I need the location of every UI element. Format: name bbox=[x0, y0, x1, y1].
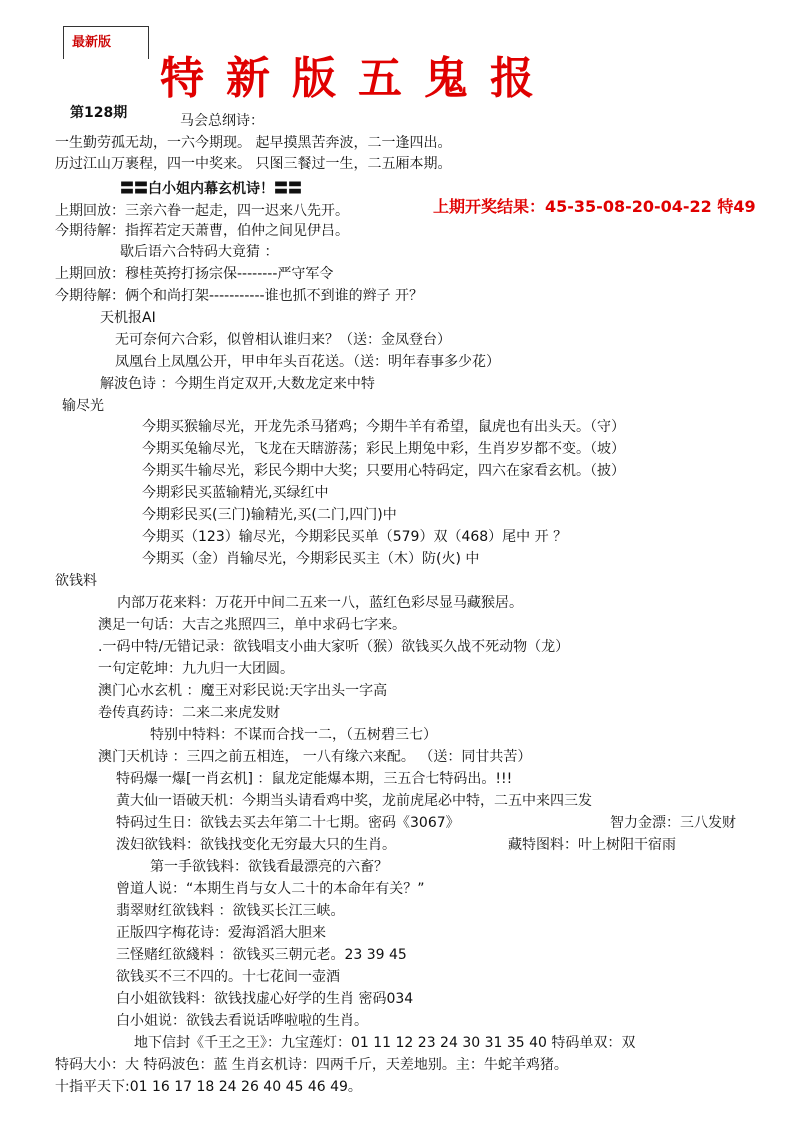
plum-poem: 正版四字梅花诗：爱海滔滔大胆来 bbox=[116, 925, 326, 941]
wave-color-poem: 解波色诗 ：今期生肖定双开,大数龙定来中特 bbox=[100, 376, 375, 392]
lose-all-line-7: 今期买（金）肖输尽光，今期彩民买主（木）防(火) 中 bbox=[142, 551, 480, 567]
white-lady-riddle: 白小姐欲钱料：欲钱找虚心好学的生肖 密码034 bbox=[116, 991, 414, 1007]
latest-edition-badge bbox=[63, 26, 149, 59]
last-draw-result: 上期开奖结果：45-35-08-20-04-22 特49 bbox=[433, 197, 756, 216]
lose-all-line-5: 今期彩民买(三门)输精光,买(二门,四门)中 bbox=[142, 507, 397, 523]
underground-envelope: 地下信封《千王之王》：九宝莲灯：01 11 12 23 24 30 31 35 40 特码单双：双 bbox=[134, 1035, 636, 1051]
master-poem-line-1: 一生勤劳孤无劫，一六今期现。 起早摸黑苦奔波，二一逢四出。 bbox=[55, 135, 452, 151]
lose-all-line-4: 今期彩民买蓝输精光,买绿红中 bbox=[142, 485, 329, 501]
white-lady-heading: 〓〓白小姐内幕玄机诗！〓〓 bbox=[120, 181, 302, 197]
inside-flower-info: 内部万花来料：万花开中间二五来一八，蓝红色彩尽显马藏猴居。 bbox=[117, 595, 523, 611]
special-code-burst: 特码爆一爆[一肖玄机] ：鼠龙定能爆本期，三五合七特码出。!!! bbox=[116, 771, 513, 787]
tianji-line-2: 凤凰台上凤凰公开，甲申年头百花送。（送：明年春事多少花） bbox=[115, 354, 500, 370]
lose-all-heading: 输尽光 bbox=[62, 398, 104, 414]
issue-number: 第128期 bbox=[70, 105, 128, 121]
master-poem-line-2: 历过江山万裹程，四一中奖来。 只图三餐过一生，二五厢本期。 bbox=[55, 156, 452, 172]
three-monsters-riddle: 三怪赌红欲綫料 ：欲钱买三朝元老。23 39 45 bbox=[116, 947, 407, 963]
taoist-saying: 曾道人说：“本期生肖与女人二十的本命年有关？” bbox=[116, 881, 425, 897]
jade-riddle: 翡翠财红欲钱料 ：欲钱买长江三峡。 bbox=[116, 903, 345, 919]
lose-all-line-2: 今期买兔输尽光，飞龙在天瞎游荡；彩民上期兔中彩，生肖岁岁都不变。（坡） bbox=[142, 441, 625, 457]
first-hand-riddle: 第一手欲钱料：欲钱看最漂亮的六畜？ bbox=[150, 859, 388, 875]
macau-heart-mystery: 澳门心水玄机 ：魔王对彩民说:天字出头一字高 bbox=[98, 683, 388, 699]
code-size-color: 特码大小：大 特码波色：蓝 生肖玄机诗：四两千斤，天差地别。主：牛蛇羊鸡猪。 bbox=[55, 1057, 568, 1073]
one-code-record: .一码中特/无错记录：欲钱唱支小曲大家听（猴）欲钱买久战不死动物（龙） bbox=[98, 639, 570, 655]
not-three-not-four: 欲钱买不三不四的。十七花间一壶酒 bbox=[116, 969, 340, 985]
white-lady-saying: 白小姐说：欲钱去看说话哗啦啦的生肖。 bbox=[116, 1013, 368, 1029]
iq-golden-note: 智力金漂：三八发财 bbox=[610, 815, 736, 831]
wong-tai-sin-line: 黄大仙一语破天机：今期当头请看鸡中奖，龙前虎尾必中特，二五中来四三发 bbox=[116, 793, 592, 809]
special-code-info: 特别中特料：不谋而合找一二，（五树碧三七） bbox=[150, 727, 437, 743]
one-sentence-decide: 一句定乾坤：九九归一大团圆。 bbox=[98, 661, 294, 677]
fax-poem: 卷传真药诗：二来二来虎发财 bbox=[98, 705, 280, 721]
page-title: 特新版五鬼报 bbox=[160, 53, 556, 104]
last-review-2: 上期回放：穆桂英挎打扬宗保--------严守军令 bbox=[55, 266, 334, 282]
badge-label: 最新版 bbox=[72, 35, 112, 50]
ten-fingers-line: 十指平天下:01 16 17 18 24 26 40 45 46 49。 bbox=[55, 1079, 362, 1095]
macau-one-sentence: 澳足一句话：大吉之兆照四三，单中求码七字来。 bbox=[98, 617, 406, 633]
birthday-code-line: 特码过生日：欲钱去买去年第二十七期。密码《3067》 bbox=[116, 815, 460, 831]
tianji-heading: 天机报AI bbox=[100, 310, 156, 326]
master-poem-heading: 马会总纲诗： bbox=[180, 113, 264, 129]
lose-all-line-6: 今期买（123）输尽光，今期彩民买单（579）双（468）尾中 开 ？ bbox=[142, 529, 568, 545]
last-review-1: 上期回放：三亲六眷一起走，四一迟来八先开。 bbox=[55, 203, 349, 219]
lose-all-line-1: 今期买猴输尽光，开龙先杀马猪鸡；今期牛羊有希望，鼠虎也有出头天。（守） bbox=[142, 419, 625, 435]
riddle-heading: 歇后语六合特码大竟猜 ： bbox=[120, 244, 279, 260]
macau-tianji-poem: 澳门天机诗 ：三四之前五相连， 一八有缘六来配。 （送：同甘共苦） bbox=[98, 749, 532, 765]
lose-all-line-3: 今期买牛输尽光，彩民今期中大奖；只要用心特码定，四六在家看玄机。（披） bbox=[142, 463, 625, 479]
hidden-code-picture: 藏特图料：叶上树阳干宿雨 bbox=[508, 837, 676, 853]
this-issue-hint-1: 今期待解：指挥若定天萧曹，伯仲之间见伊吕。 bbox=[55, 223, 349, 239]
shrew-money-riddle: 泼妇欲钱料：欲钱找变化无穷最大只的生肖。 bbox=[116, 837, 396, 853]
money-riddle-heading: 欲钱料 bbox=[55, 573, 97, 589]
tianji-line-1: 无可奈何六合彩，似曾相认谁归来？（送：金凤登台） bbox=[115, 332, 451, 348]
this-issue-hint-2: 今期待解：俩个和尚打架-----------谁也抓不到谁的辫子 开？ bbox=[55, 288, 424, 304]
